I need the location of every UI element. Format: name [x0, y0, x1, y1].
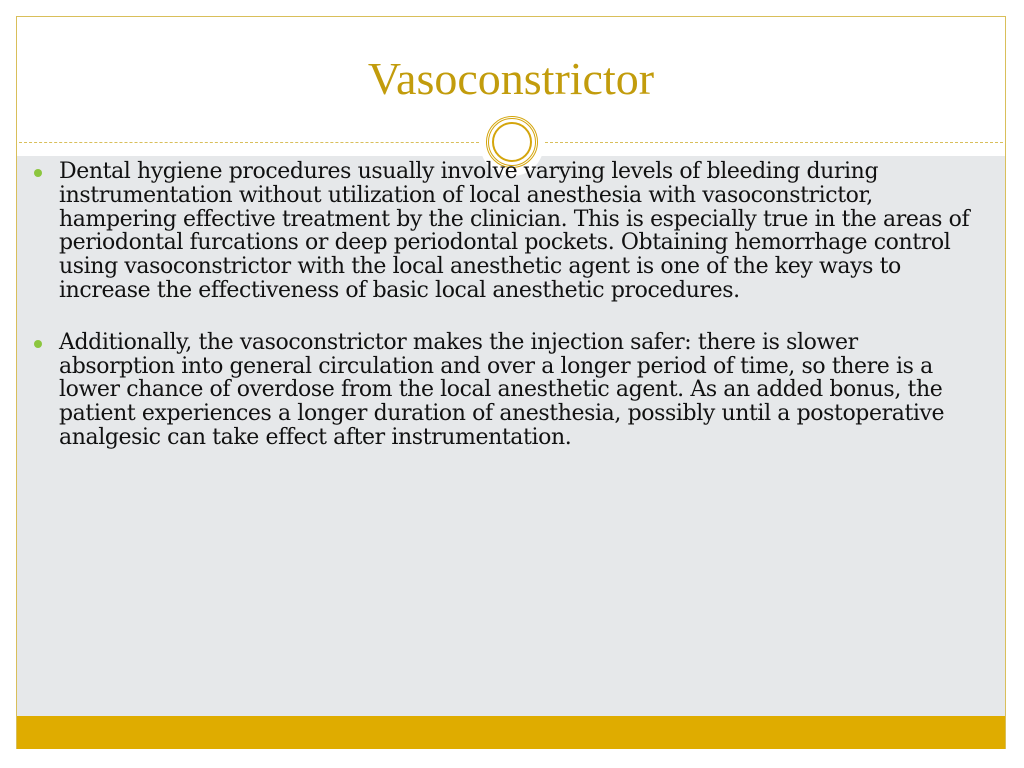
footer-accent-bar	[17, 716, 1005, 749]
bullet-item	[34, 331, 974, 450]
bullet-item	[34, 160, 974, 303]
bullet-text: Additionally, the vasoconstrictor makes the injection safer: there is slower absorption into general circulation and over a longer period of time, so there is a lower chance of overdose from the local anesthetic agent. As an added bonus, the patient experiences a longer duration of anesthesia, possibly until a postoperative analgesic can take effect after instrumentation.	[59, 329, 945, 450]
header-divider-left	[19, 142, 479, 143]
slide-title: Vasoconstrictor	[367, 53, 655, 104]
bullet-dot-icon	[34, 169, 42, 177]
bullet-text: Dental hygiene procedures usually involve varying levels of bleeding during instrumentation without utilization of local anesthesia with vasoconstrictor, hampering effective treatment by the clinician. This is especially true in the areas of periodontal furcations or deep periodontal pockets. Obtaining hemorrhage control using vasoconstrictor with the local anesthetic agent is one of the key ways to increase the effectiveness of basic local anesthetic procedures.	[59, 159, 970, 303]
bullet-dot-icon	[34, 340, 42, 348]
header-divider-right	[545, 142, 1003, 143]
bullet-list	[34, 160, 974, 478]
circle-ornament-inner	[492, 122, 532, 162]
